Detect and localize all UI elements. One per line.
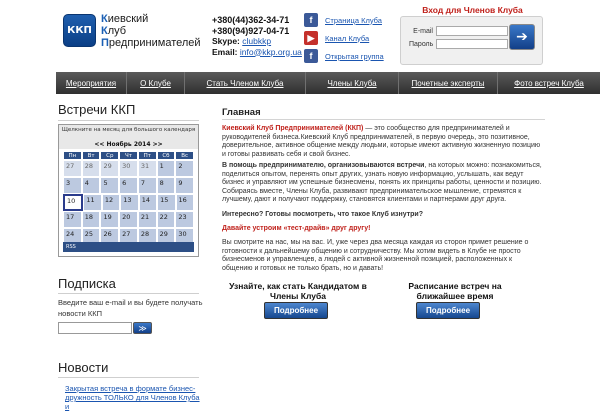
email-link[interactable]: info@kkp.org.ua <box>239 46 302 57</box>
weekday: Чт <box>119 151 138 160</box>
calendar-day[interactable]: 29 <box>157 228 176 245</box>
cta-schedule-text: Расписание встреч на ближайшее время <box>408 281 502 301</box>
nav-item-members[interactable]: Члены Клуба <box>306 72 399 94</box>
weekday: Вс <box>175 151 194 160</box>
skype-link[interactable]: clubkkp <box>242 36 272 46</box>
subscribe-text: Введите ваш e-mail и вы будете получать новости ККП <box>58 298 203 318</box>
cta-schedule-button[interactable]: Подробнее <box>416 302 480 319</box>
header <box>0 0 600 72</box>
calendar-hint[interactable]: Щелкните на месяц для большого календаря <box>59 125 198 149</box>
nav-item-events[interactable]: Мероприятия <box>56 72 127 94</box>
calendar-day[interactable]: 30 <box>175 228 194 245</box>
help-text: , на которых можно: познакомиться, поделиться опытом, перенять опыт других, узнать новую информацию, услышать, как ведут бизнес и управляют им успешные бизнесмены, понять их принципы работы, ценности и позицию. Собираясь вместе, Члены Клуба, развивают предпринимательское мышление, стремятся к лучшему, дают и получают поддержку, становятся клиентами и партнерами друг друга. <box>222 162 542 204</box>
meetings-title: Встречи ККП <box>58 102 136 117</box>
calendar-day[interactable]: 5 <box>100 177 119 194</box>
calendar-week <box>63 160 194 177</box>
facebook-icon: f <box>304 13 318 27</box>
calendar-day[interactable]: 4 <box>82 177 101 194</box>
divider <box>222 119 545 120</box>
intro-text: — это сообщество для предпринимателей и руководителей бизнеса.Киевский Клуб предпринимателей, в первую очередь, это позитивное, доверительное, активное общение между людьми, которые имеют активную жизненную позицию и готовы развивать себя и свой бизнес. <box>222 125 541 158</box>
calendar-day[interactable]: 31 <box>138 160 157 177</box>
nav-item-join[interactable]: Стать Членом Клуба <box>185 72 306 94</box>
calendar-day[interactable]: 12 <box>102 194 120 211</box>
contacts <box>212 15 302 57</box>
closing-paragraph: Вы смотрите на нас, мы на вас. И, уже через два месяца каждая из сторон примет решение о готовности к дальнейшему общению и сотрудничеству. Мы хотим видеть в Клубе не просто бизнесменов и управленцев, а людей с активной жизненной позицией, расположенных к общению и готовых не только брать, но и давать! <box>222 239 529 272</box>
calendar-day[interactable]: 10 <box>63 194 83 211</box>
calendar-day[interactable]: 16 <box>176 194 194 211</box>
calendar-day[interactable]: 28 <box>138 228 157 245</box>
calendar-day[interactable]: 8 <box>157 177 176 194</box>
login-email-row <box>409 26 508 36</box>
divider <box>58 120 199 121</box>
calendar-day[interactable]: 27 <box>63 160 82 177</box>
cta-candidate-text: Узнайте, как стать Кандидатом в Члены Клуба <box>229 281 367 301</box>
weekday: Ср <box>100 151 119 160</box>
calendar-day[interactable]: 7 <box>138 177 157 194</box>
weekday: Сб <box>157 151 176 160</box>
password-field[interactable] <box>436 39 508 49</box>
calendar-day[interactable]: 6 <box>119 177 138 194</box>
meetings-calendar <box>58 124 199 257</box>
login-title: Вход для Членов Клуба <box>422 5 523 15</box>
email-label: E-mail <box>413 27 433 35</box>
youtube-icon: ▶ <box>304 31 318 45</box>
social-link-label[interactable]: Канал Клуба <box>325 33 370 43</box>
help-lead: В помощь предпринимателю, организовываются встречи <box>222 162 425 169</box>
question-line: Интересно? Готовы посмотреть, что такое Клуб изнутри? <box>222 211 423 218</box>
social-link-label[interactable]: Открытая группа <box>325 51 384 61</box>
calendar-day[interactable]: 15 <box>157 194 175 211</box>
calendar-day[interactable]: 24 <box>63 228 82 245</box>
calendar-day[interactable]: 3 <box>63 177 82 194</box>
subscribe-title: Подписка <box>58 276 116 291</box>
calendar-day[interactable]: 2 <box>175 160 194 177</box>
skype-label: Skype: <box>212 36 240 46</box>
email-field[interactable] <box>436 26 508 36</box>
calendar-day[interactable]: 22 <box>157 211 176 228</box>
logo-mark[interactable] <box>63 14 96 47</box>
social-facebook-group[interactable] <box>304 47 384 65</box>
news-item-link[interactable]: Закрытая встреча в формате бизнес-дружность ТОЛЬКО для Членов Клуба и <box>65 384 200 411</box>
calendar-day[interactable]: 21 <box>138 211 157 228</box>
nav-item-photos[interactable]: Фото встреч Клуба <box>514 78 584 88</box>
facebook-icon: f <box>304 49 318 63</box>
login-box <box>400 16 543 65</box>
calendar-day[interactable]: 1 <box>157 160 176 177</box>
social-facebook-page[interactable] <box>304 11 384 29</box>
calendar-day[interactable]: 17 <box>63 211 82 228</box>
intro-paragraph <box>222 125 542 159</box>
subscribe-email-input[interactable] <box>58 322 132 334</box>
weekday: Пт <box>138 151 157 160</box>
help-paragraph <box>222 162 542 205</box>
divider <box>58 293 199 294</box>
calendar-day[interactable]: 13 <box>120 194 138 211</box>
calendar-days <box>63 160 194 245</box>
phone-2: +380(94)927-04-71 <box>212 25 290 36</box>
news-title: Новости <box>58 360 109 375</box>
calendar-day[interactable]: 28 <box>82 160 101 177</box>
main-nav <box>56 72 600 94</box>
calendar-month-nav[interactable]: << Ноябрь 2014 >> <box>94 141 163 148</box>
logo-text[interactable] <box>101 13 201 49</box>
subscribe-button[interactable] <box>133 322 152 334</box>
logo-line-1: Киевский <box>101 13 149 25</box>
login-submit-button[interactable] <box>509 24 535 50</box>
calendar-day[interactable]: 18 <box>82 211 101 228</box>
login-password-row <box>409 39 508 49</box>
weekday: Пн <box>63 151 82 160</box>
password-label: Пароль <box>409 40 434 48</box>
logo-line-2: Клуб <box>101 25 127 37</box>
calendar-week <box>63 177 194 194</box>
social-youtube-channel[interactable] <box>304 29 384 47</box>
email-label: Email: <box>212 46 238 57</box>
arrow-right-icon: ➔ <box>516 29 528 45</box>
calendar-day[interactable]: 30 <box>119 160 138 177</box>
calendar-day[interactable]: 27 <box>119 228 138 245</box>
calendar-day[interactable]: 19 <box>100 211 119 228</box>
page-title: Главная <box>222 107 261 118</box>
double-arrow-icon: ≫ <box>138 323 147 333</box>
phone-1: +380(44)362-34-71 <box>212 15 290 25</box>
logo-mark-text: ККП <box>67 25 92 36</box>
social-links <box>304 11 384 65</box>
calendar-grid <box>63 151 194 245</box>
calendar-week <box>63 211 194 228</box>
logo-line-3: Предпринимателей <box>101 37 201 49</box>
divider <box>58 377 199 378</box>
club-name: Киевский Клуб Предпринимателей (ККП) <box>222 125 364 132</box>
weekday: Вт <box>82 151 101 160</box>
social-link-label[interactable]: Страница Клуба <box>325 15 382 25</box>
calendar-day[interactable]: 26 <box>100 228 119 245</box>
nav-item-about[interactable]: О Клубе <box>127 72 185 94</box>
calendar-rss[interactable]: RSS <box>63 242 194 252</box>
calendar-day[interactable]: 25 <box>82 228 101 245</box>
calendar-day[interactable]: 9 <box>175 177 194 194</box>
nav-item-experts[interactable]: Почетные эксперты <box>399 72 498 94</box>
cta-candidate-button[interactable]: Подробнее <box>264 302 328 319</box>
calendar-weekdays <box>63 151 194 160</box>
calendar-day[interactable]: 29 <box>100 160 119 177</box>
testdrive-line: Давайте устроим «тест-драйв» друг другу! <box>222 225 371 232</box>
calendar-day[interactable]: 14 <box>139 194 157 211</box>
calendar-day[interactable]: 11 <box>83 194 101 211</box>
calendar-day[interactable]: 20 <box>119 211 138 228</box>
calendar-week <box>63 194 194 211</box>
calendar-day[interactable]: 23 <box>175 211 194 228</box>
